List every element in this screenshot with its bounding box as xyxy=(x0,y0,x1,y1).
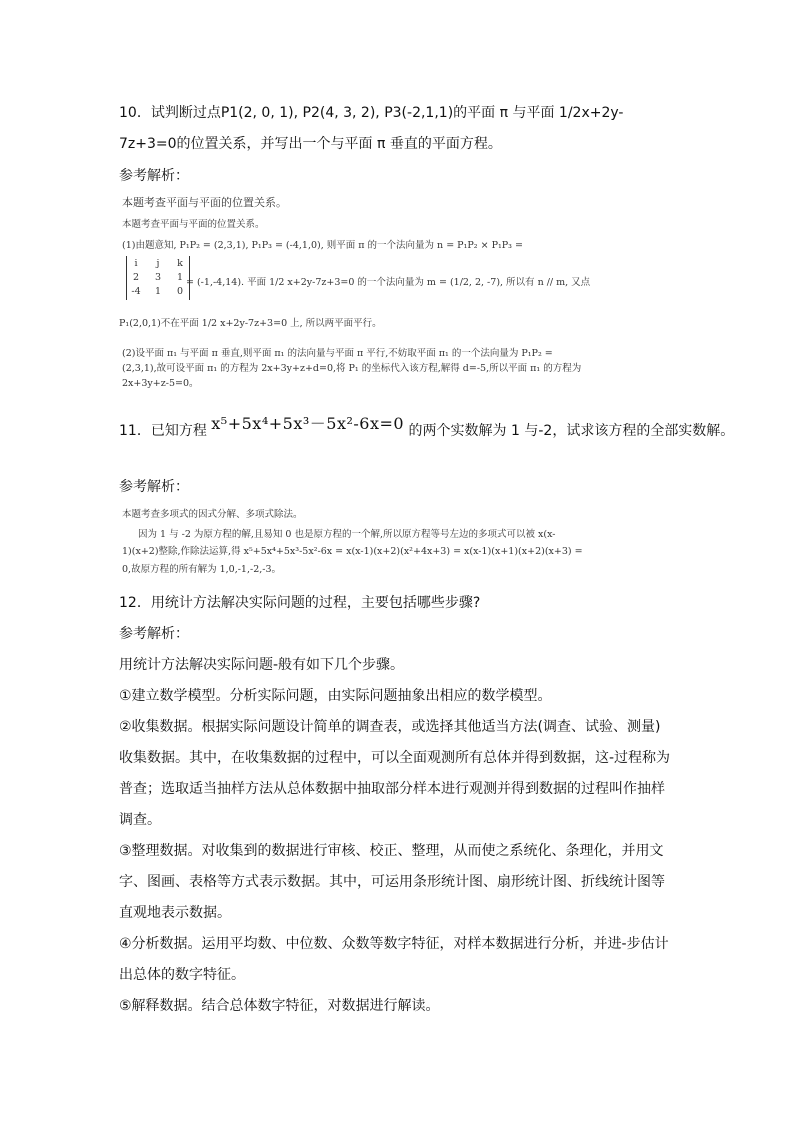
q12-step2: ②收集数据。根据实际问题设计简单的调查表，或选择其他适当方法(调查、试验、测量) xyxy=(119,719,661,735)
q10-scan-p2: = (-1,-4,14). 平面 1/2 x+2y-7z+3=0 的一个法向量为 m = (1/2, 2, -7), 所以有 n // m, 又点 xyxy=(186,277,591,288)
q11-equation: x⁵+5x⁴+5x³－5x²-6x=0 xyxy=(211,414,405,433)
matrix-cell: j xyxy=(156,258,160,269)
q12-question: 12．用统计方法解决实际问题的过程，主要包括哪些步骤? xyxy=(119,595,481,611)
matrix-cell: 3 xyxy=(154,272,162,283)
q10-determinant-matrix xyxy=(126,256,190,300)
matrix-row xyxy=(131,271,185,285)
matrix-cell: 2 xyxy=(132,272,140,283)
q12-answer-line: 普查；选取适当抽样方法从总体数据中抽取部分样本进行观测并得到数据的过程叫作抽样 xyxy=(119,781,665,797)
q11-scan-p2: 因为 1 与 -2 为原方程的解,且易知 0 也是原方程的一个解,所以原方程等号左边的多项式可以被 x(x- xyxy=(138,529,556,540)
q12-step4: ④分析数据。运用平均数、中位数、众数等数字特征，对样本数据进行分析，并进-步估计 xyxy=(119,936,669,952)
q12-answer-line: 直观地表示数据。 xyxy=(119,905,231,921)
q12-step3: ③整理数据。对收集到的数据进行审核、校正、整理，从而使之系统化、条理化，并用文 xyxy=(119,843,664,859)
q10-question-line2: 7z+3=0的位置关系，并写出一个与平面 π 垂直的平面方程。 xyxy=(119,136,502,152)
matrix-cell: 1 xyxy=(154,286,162,297)
q12-answer-line: 收集数据。其中，在收集数据的过程中，可以全面观测所有总体并得到数据，这-过程称为 xyxy=(119,750,671,766)
q11-answer-label: 参考解析： xyxy=(119,479,189,495)
matrix-row xyxy=(131,285,185,299)
q12-answer-line: 出总体的数字特征。 xyxy=(119,967,245,983)
q12-answer-line: 字、图画、表格等方式表示数据。其中，可运用条形统计图、扇形统计图、折线统计图等 xyxy=(119,874,665,890)
q11-scan-p4: 0,故原方程的所有解为 1,0,-1,-2,-3。 xyxy=(122,564,282,575)
q10-scan-intro: 本题考查平面与平面的位置关系。 xyxy=(122,219,265,230)
q10-scan-p1: (1)由题意知, P₁P₂ = (2,3,1), P₁P₃ = (-4,1,0), 则平面 π 的一个法向量为 n = P₁P₂ × P₁P₃ = xyxy=(122,240,523,251)
q12-answer-label: 参考解析： xyxy=(119,626,189,642)
q11-scan-p1: 本题考查多项式的因式分解、多项式除法。 xyxy=(122,509,303,520)
q11-scan-p3: 1)(x+2)整除,作除法运算,得 x⁵+5x⁴+5x³-5x²-6x = x(x-1)(x+2)(x²+4x+3) = x(x-1)(x+1)(x+2)(x+3) = xyxy=(122,546,583,557)
matrix-cell: i xyxy=(134,258,138,269)
q12-step1: ①建立数学模型。分析实际问题，由实际问题抽象出相应的数学模型。 xyxy=(119,688,552,704)
q12-answer-line: 用统计方法解决实际问题-般有如下几个步骤。 xyxy=(119,657,405,673)
q12-step5: ⑤解释数据。结合总体数字特征，对数据进行解读。 xyxy=(119,998,440,1014)
matrix-cell: 1 xyxy=(176,272,184,283)
q10-scan-p6: 2x+3y+z-5=0。 xyxy=(122,378,199,389)
q10-question-line1: 10．试判断过点P1(2, 0, 1), P2(4, 3, 2), P3(-2,1,1)的平面 π 与平面 1/2x+2y- xyxy=(119,105,624,121)
matrix-cell: k xyxy=(177,258,183,269)
q10-scan-p5: (2,3,1),故可设平面 π₁ 的方程为 2x+3y+z+d=0,将 P₁ 的坐标代入该方程,解得 d=-5,所以平面 π₁ 的方程为 xyxy=(122,363,582,374)
q10-scan-p3: P₁(2,0,1)不在平面 1/2 x+2y-7z+3=0 上, 所以两平面平行。 xyxy=(119,318,382,329)
matrix-cell: 0 xyxy=(176,286,184,297)
q10-scan-title: 本题考查平面与平面的位置关系。 xyxy=(122,196,287,209)
q11-suffix: 的两个实数解为 1 与-2，试求该方程的全部实数解。 xyxy=(408,423,735,439)
matrix-cell: -4 xyxy=(131,286,141,297)
q10-scan-p4: (2)设平面 π₁ 与平面 π 垂直,则平面 π₁ 的法向量与平面 π 平行,不妨取平面 π₁ 的一个法向量为 P₁P₂ = xyxy=(122,348,553,359)
q11-question xyxy=(119,414,735,441)
q11-prefix: 11．已知方程 xyxy=(119,423,207,439)
q10-answer-label: 参考解析： xyxy=(119,168,189,184)
matrix-row xyxy=(131,257,185,271)
q12-answer-line: 调查。 xyxy=(119,812,161,828)
